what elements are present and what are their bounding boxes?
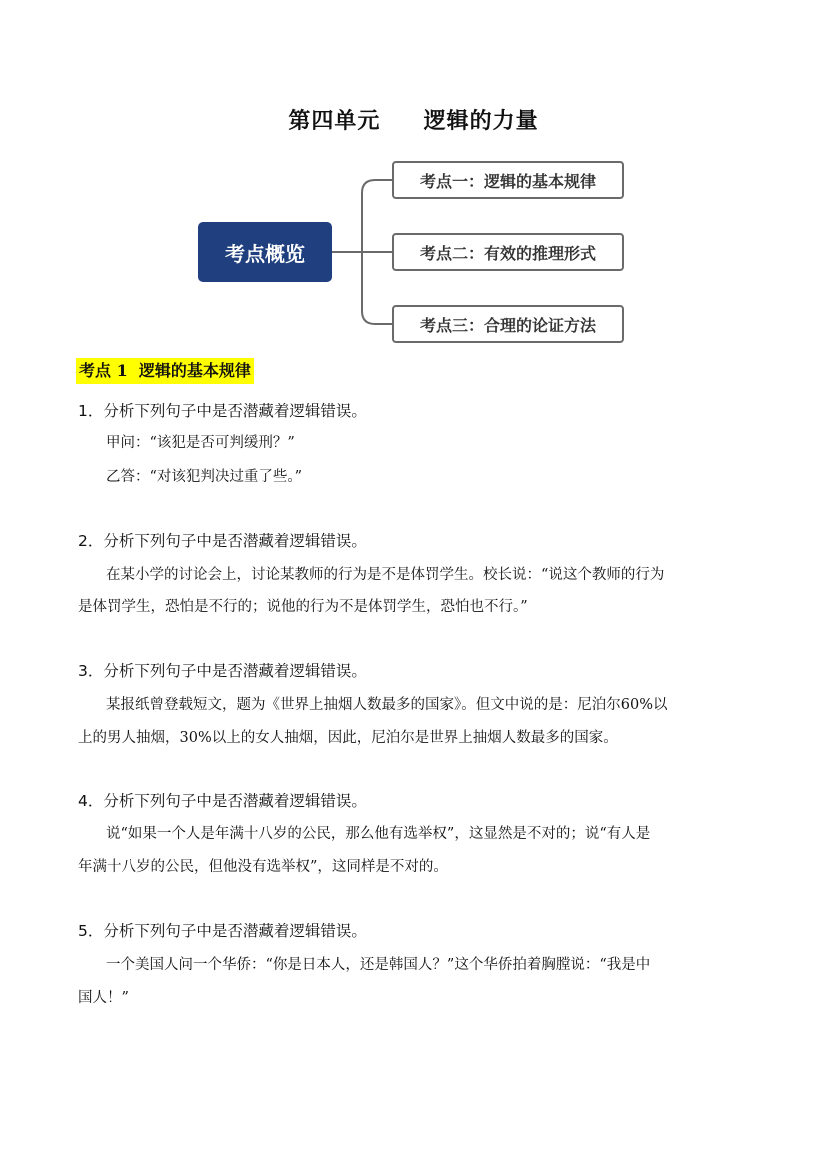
question-2-line-1: 在某小学的讨论会上，讨论某教师的行为是不是体罚学生。校长说：“说这个教师的行为 <box>106 567 665 583</box>
question-5-prompt: 5．分析下列句子中是否潜藏着逻辑错误。 <box>78 922 367 940</box>
question-2-line-2: 是体罚学生，恐怕是不行的；说他的行为不是体罚学生，恐怕也不行。” <box>78 599 528 615</box>
mindmap-branch-1: 考点一：逻辑的基本规律 <box>392 161 624 199</box>
mindmap-central-node: 考点概览 <box>198 222 332 282</box>
question-4-line-1: 说“如果一个人是年满十八岁的公民，那么他有选举权”，这显然是不对的；说“有人是 <box>106 826 651 842</box>
question-1-line-2: 乙答：“对该犯判决过重了些。” <box>106 469 303 485</box>
question-5-line-2: 国人！” <box>78 990 129 1006</box>
question-4-prompt: 4．分析下列句子中是否潜藏着逻辑错误。 <box>78 792 367 810</box>
question-3-line-2: 上的男人抽烟，30%以上的女人抽烟，因此，尼泊尔是世界上抽烟人数最多的国家。 <box>78 730 618 746</box>
section-heading: 考点 1 逻辑的基本规律 <box>76 358 254 384</box>
question-5-line-1: 一个美国人问一个华侨：“你是日本人，还是韩国人？”这个华侨拍着胸膛说：“我是中 <box>106 957 651 973</box>
question-3-line-1: 某报纸曾登载短文，题为《世界上抽烟人数最多的国家》。但文中说的是：尼泊尔60%以 <box>106 697 668 713</box>
question-2-prompt: 2．分析下列句子中是否潜藏着逻辑错误。 <box>78 532 367 550</box>
question-1-line-1: 甲问：“该犯是否可判缓刑？” <box>106 435 295 451</box>
mindmap-branch-3: 考点三：合理的论证方法 <box>392 305 624 343</box>
mindmap-overview <box>0 0 827 360</box>
question-1-prompt: 1．分析下列句子中是否潜藏着逻辑错误。 <box>78 402 367 420</box>
question-3-prompt: 3．分析下列句子中是否潜藏着逻辑错误。 <box>78 662 367 680</box>
mindmap-branch-2: 考点二：有效的推理形式 <box>392 233 624 271</box>
question-4-line-2: 年满十八岁的公民，但他没有选举权”，这同样是不对的。 <box>78 859 448 875</box>
page-title: 第四单元 逻辑的力量 <box>288 108 539 134</box>
